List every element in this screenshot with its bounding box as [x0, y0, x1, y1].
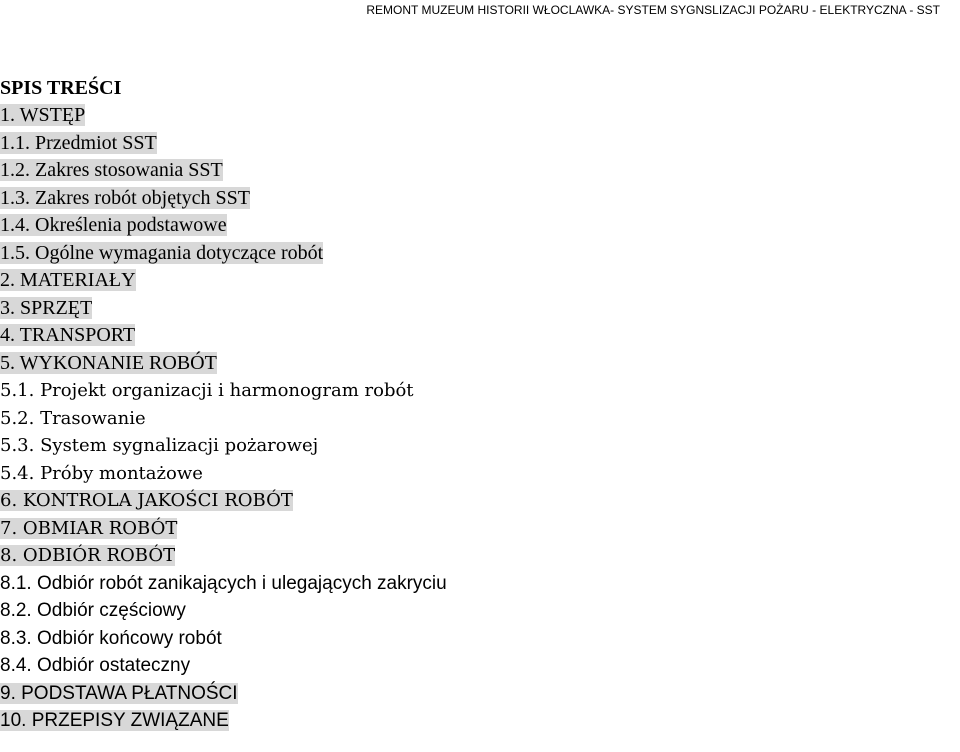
- toc-item-system[interactable]: [0, 432, 447, 460]
- toc-item-label: 8.3. Odbiór końcowy robót: [0, 627, 222, 649]
- toc-item-odbior-zanikajacych[interactable]: [0, 570, 447, 598]
- toc-item-projekt[interactable]: [0, 377, 447, 405]
- toc-item-wykonanie[interactable]: [0, 350, 447, 378]
- toc-item-odbior-ostateczny[interactable]: [0, 652, 447, 680]
- toc-item-label: 1.1. Przedmiot SST: [0, 131, 157, 154]
- page-header: [366, 3, 940, 17]
- toc-title: SPIS TREŚCI: [0, 77, 122, 99]
- header-title: REMONT MUZEUM HISTORII WŁOCLAWKA- SYSTEM SYGNSLIZACJI POŻARU - ELEKTRYCZNA - SST: [366, 3, 940, 17]
- toc-item-label: 1. WSTĘP: [0, 104, 86, 126]
- toc-item-label: 1.3. Zakres robót objętych SST: [0, 186, 250, 209]
- toc-item-wstep[interactable]: [0, 102, 447, 130]
- toc-item-okreslenia[interactable]: [0, 212, 447, 240]
- toc-item-label: 1.4. Określenia podstawowe: [0, 214, 227, 236]
- toc-item-zakres-robot[interactable]: [0, 185, 447, 213]
- toc-item-obmiar[interactable]: [0, 515, 447, 543]
- toc-item-trasowanie[interactable]: [0, 405, 447, 433]
- toc-item-label: 8. ODBIÓR ROBÓT: [0, 545, 176, 566]
- toc-item-label: 2. MATERIAŁY: [0, 269, 136, 291]
- toc-item-przedmiot[interactable]: [0, 130, 447, 158]
- toc-item-label: 3. SPRZĘT: [0, 296, 93, 319]
- toc-item-label: 4. TRANSPORT: [0, 324, 136, 346]
- toc-item-label: 5.1. Projekt organizacji i harmonogram robót: [0, 380, 414, 401]
- toc-item-odbior-czesciowy[interactable]: [0, 597, 447, 625]
- toc-item-label: 5. WYKONANIE ROBÓT: [0, 351, 217, 374]
- toc-item-label: 8.4. Odbiór ostateczny: [0, 655, 191, 676]
- toc-item-zakres-stosowania[interactable]: [0, 157, 447, 185]
- toc-item-transport[interactable]: [0, 322, 447, 350]
- table-of-contents: [0, 74, 447, 735]
- toc-item-ogolne-wymagania[interactable]: [0, 240, 447, 268]
- toc-item-materialy[interactable]: [0, 267, 447, 295]
- toc-item-label: 5.2. Trasowanie: [0, 407, 146, 429]
- toc-item-label: 1.2. Zakres stosowania SST: [0, 159, 223, 181]
- toc-item-odbior-koncowy[interactable]: [0, 625, 447, 653]
- toc-item-sprzet[interactable]: [0, 295, 447, 323]
- toc-item-label: 10. PRZEPISY ZWIĄZANE: [0, 710, 229, 731]
- toc-item-label: 5.3. System sygnalizacji pożarowej: [0, 435, 319, 456]
- toc-item-podstawa[interactable]: [0, 680, 447, 708]
- toc-item-label: 7. OBMIAR ROBÓT: [0, 517, 178, 539]
- toc-item-label: 1.5. Ogólne wymagania dotyczące robót: [0, 241, 324, 264]
- toc-item-odbior[interactable]: [0, 542, 447, 570]
- toc-item-kontrola[interactable]: [0, 487, 447, 515]
- toc-item-label: 6. KONTROLA JAKOŚCI ROBÓT: [0, 490, 293, 511]
- toc-item-przepisy[interactable]: [0, 707, 447, 735]
- toc-item-proby[interactable]: [0, 460, 447, 488]
- toc-item-label: 8.2. Odbiór częściowy: [0, 600, 186, 621]
- toc-item-label: 9. PODSTAWA PŁATNOŚCI: [0, 682, 238, 704]
- toc-item-label: 8.1. Odbiór robót zanikających i ulegających zakryciu: [0, 572, 447, 594]
- toc-item-label: 5.4. Próby montażowe: [0, 462, 203, 484]
